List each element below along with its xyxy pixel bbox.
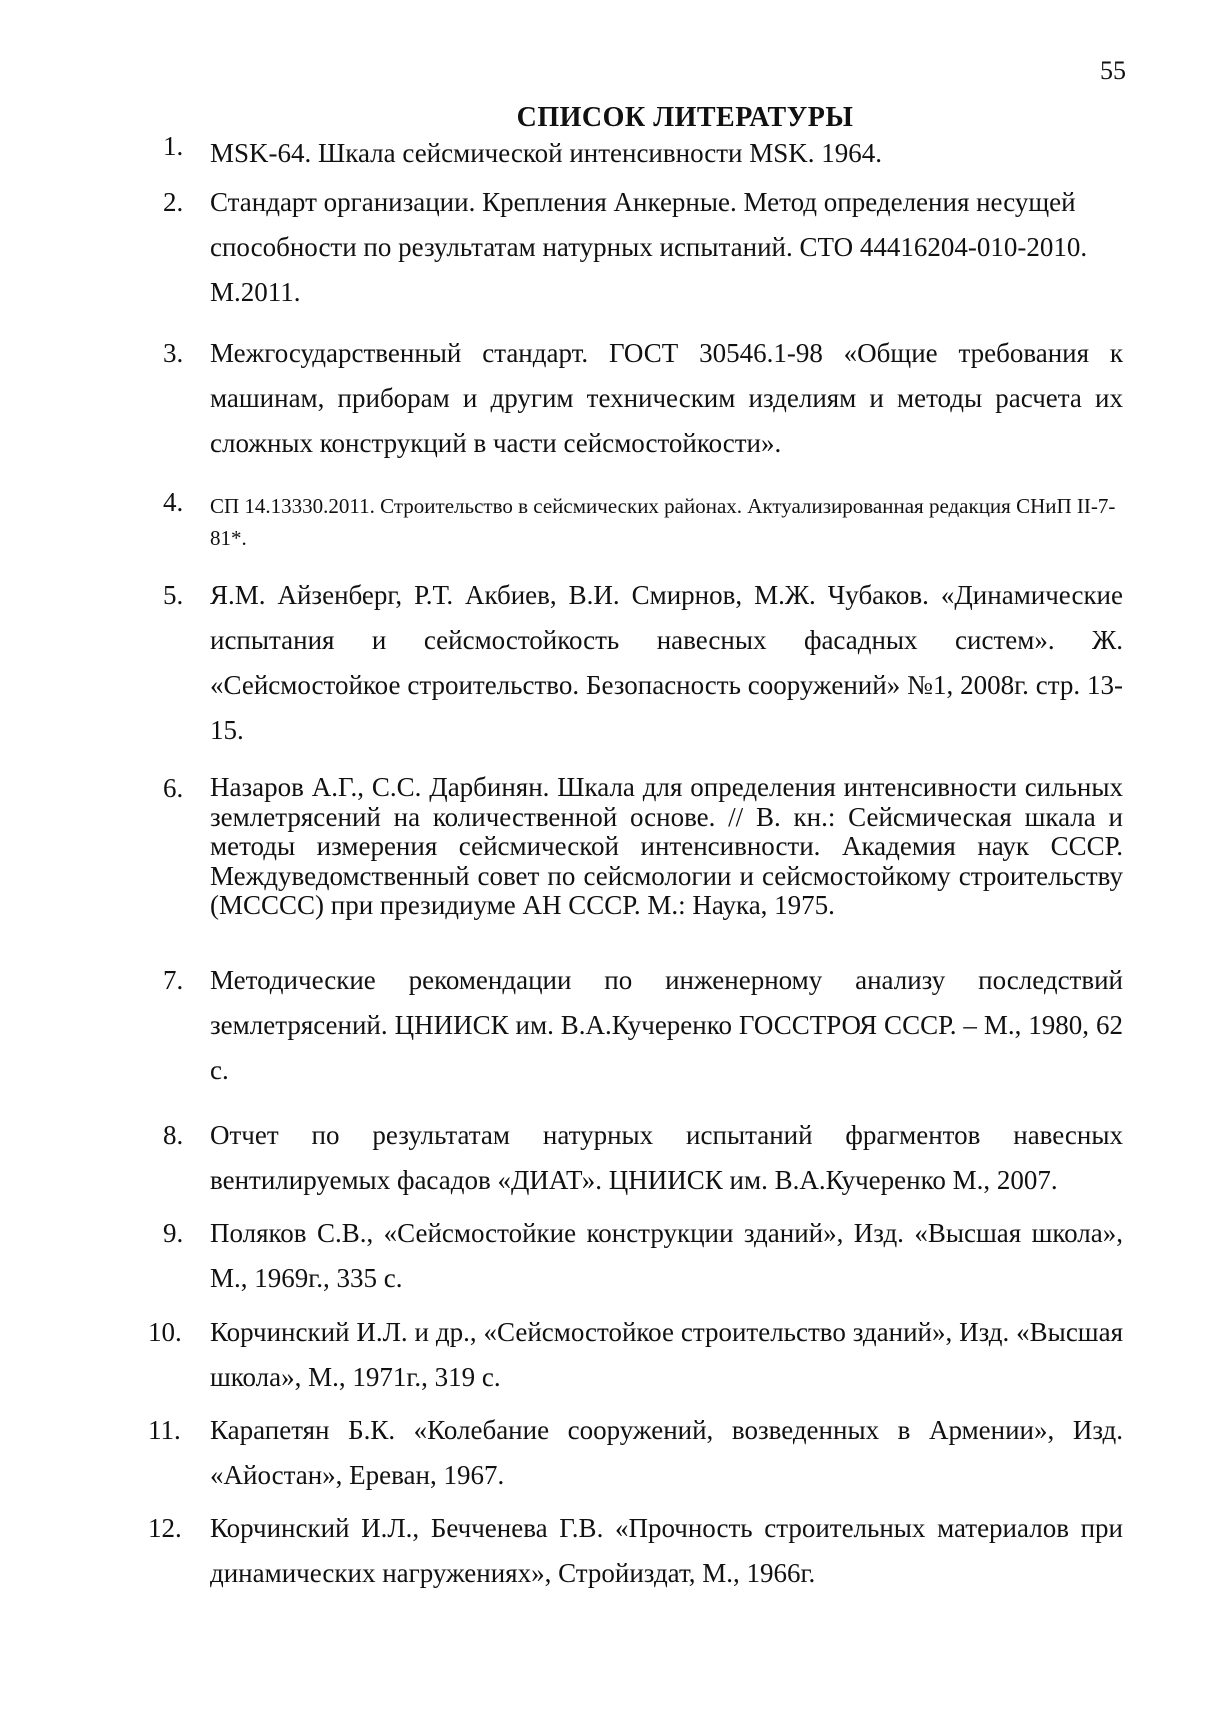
reference-text: Карапетян Б.К. «Колебание сооружений, возведенных в Армении», Изд. «Айостан», Ереван, 1967. xyxy=(210,1415,1123,1490)
reference-text: Поляков С.В., «Сейсмостойкие конструкции зданий», Изд. «Высшая школа», М., 1969г., 335 с. xyxy=(210,1218,1123,1293)
reference-number: 1. xyxy=(163,131,184,161)
reference-text: Методические рекомендации по инженерному анализу последствий землетрясений. ЦНИИСК им. В.А.Кучеренко ГОССТРОЯ СССР. – М., 1980, 62 с. xyxy=(210,965,1123,1085)
reference-number: 11. xyxy=(148,1415,181,1445)
reference-number: 8. xyxy=(163,1120,184,1150)
reference-text: Стандарт организации. Крепления Анкерные. Метод определения несущей способности по результатам натурных испытаний. СТО 44416204-010-2010. М.2011. xyxy=(210,187,1088,307)
reference-number: 3. xyxy=(163,338,184,368)
reference-text: СП 14.13330.2011. Строительство в сейсмических районах. Актуализированная редакция СНиП II-7-81*. xyxy=(210,494,1116,550)
reference-text: Я.М. Айзенберг, Р.Т. Акбиев, В.И. Смирнов, М.Ж. Чубаков. «Динамические испытания и сейсмостойкость навесных фасадных систем». Ж. «Сейсмостойкое строительство. Безопасность сооружений» №1, 2008г. стр. 13-15. xyxy=(210,580,1123,745)
reference-text: MSK-64. Шкала сейсмической интенсивности MSK. 1964. xyxy=(210,138,883,168)
reference-text: Корчинский И.Л., Бечченева Г.В. «Прочность строительных материалов при динамических нагружениях», Стройиздат, М., 1966г. xyxy=(210,1513,1123,1588)
reference-number: 5. xyxy=(163,580,184,610)
bibliography-title: СПИСОК ЛИТЕРАТУРЫ xyxy=(516,102,854,133)
reference-number: 7. xyxy=(163,965,184,995)
reference-number: 10. xyxy=(148,1317,182,1347)
reference-number: 6. xyxy=(163,773,184,803)
reference-number: 9. xyxy=(163,1218,184,1248)
page-number: 55 xyxy=(1100,56,1126,85)
reference-text: Отчет по результатам натурных испытаний фрагментов навесных вентилируемых фасадов «ДИАТ». ЦНИИСК им. В.А.Кучеренко М., 2007. xyxy=(210,1120,1123,1195)
reference-text: Корчинский И.Л. и др., «Сейсмостойкое строительство зданий», Изд. «Высшая школа», М., 1971г., 319 с. xyxy=(210,1317,1123,1392)
reference-number: 4. xyxy=(163,487,184,517)
reference-number: 12. xyxy=(148,1513,182,1543)
reference-text: Назаров А.Г., С.С. Дарбинян. Шкала для определения интенсивности сильных землетрясений на количественной основе. // В. кн.: Сейсмическая шкала и методы измерения сейсмической интенсивности. Академия наук СССР. Междуведомственный совет по сейсмологии и сейсмостойкому строительству (МСССС) при президиуме АН СССР. М.: Наука, 1975. xyxy=(210,772,1123,920)
reference-number: 2. xyxy=(163,187,184,217)
reference-text: Межгосударственный стандарт. ГОСТ 30546.1-98 «Общие требования к машинам, приборам и другим техническим изделиям и методы расчета их сложных конструкций в части сейсмостойкости». xyxy=(210,338,1123,458)
